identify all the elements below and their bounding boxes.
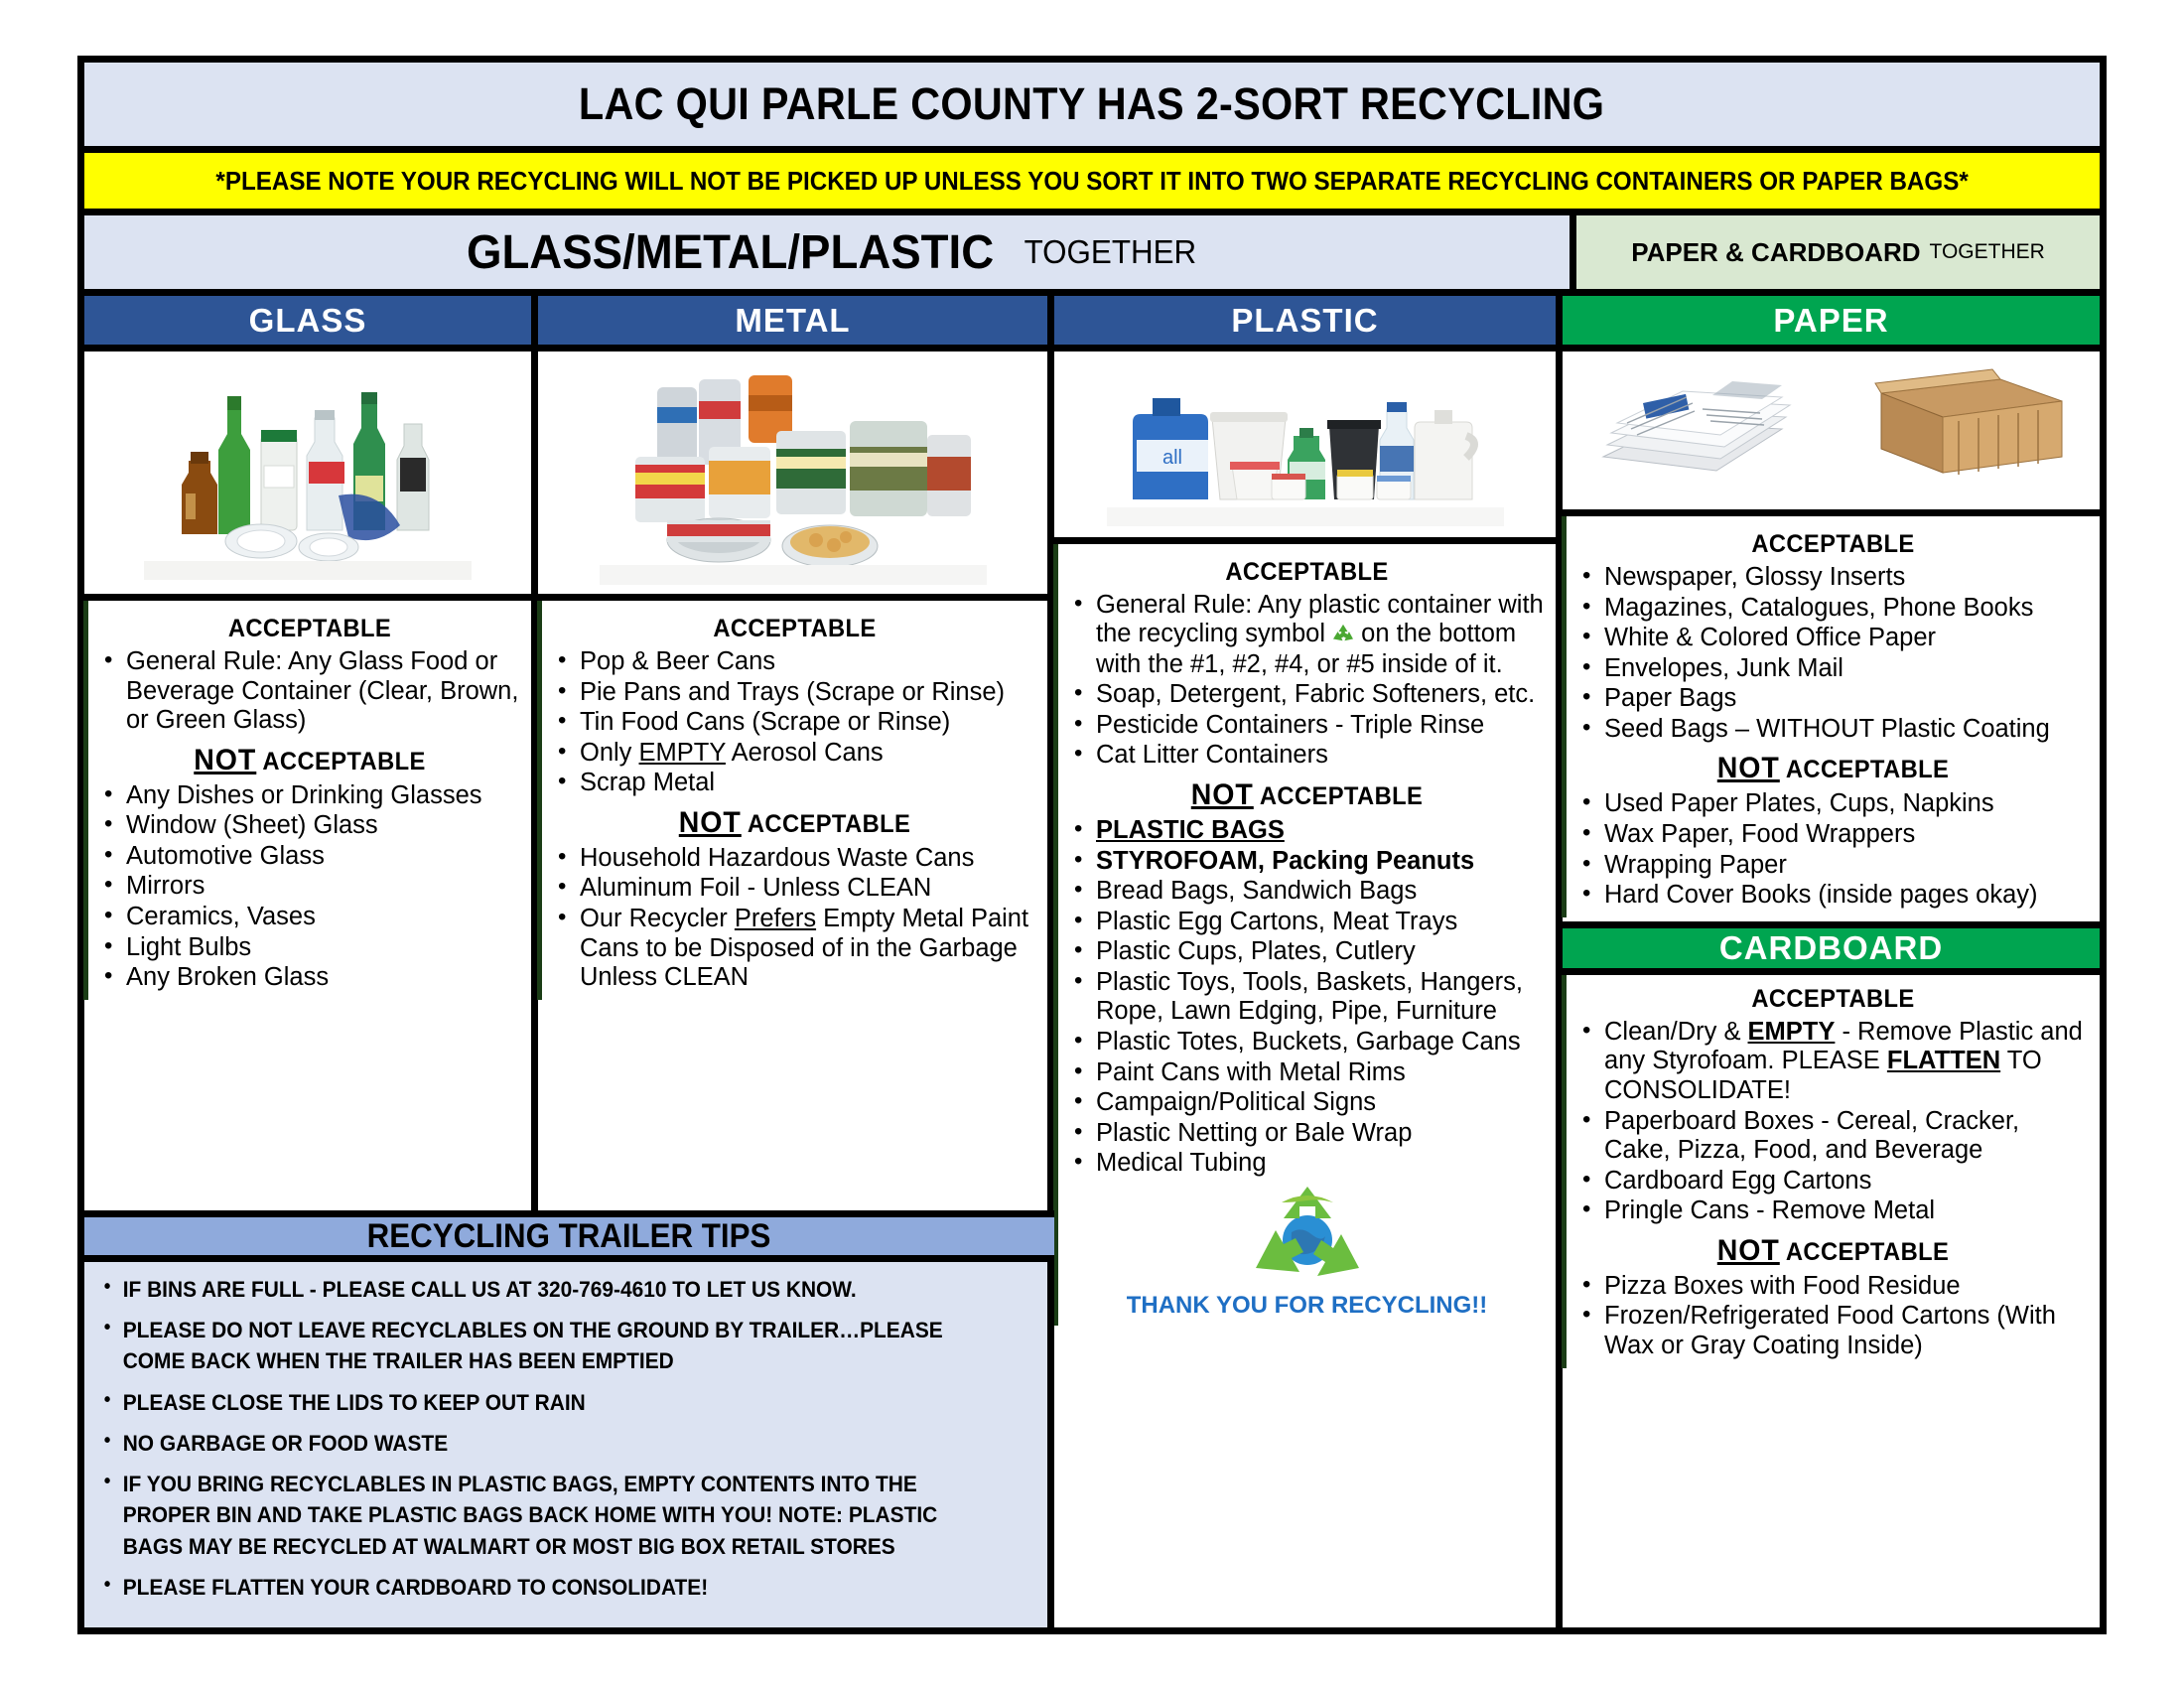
photo-metal bbox=[538, 352, 1047, 601]
category-title-metal: METAL bbox=[735, 301, 851, 339]
paper-not-acceptable-list bbox=[1574, 789, 2092, 910]
category-title-glass: GLASS bbox=[248, 301, 367, 339]
cardboard-not-acceptable-title bbox=[1587, 1234, 2079, 1268]
list-item: • Pesticide Containers - Triple Rinse bbox=[1066, 711, 1548, 741]
list-item: • Paper Bags bbox=[1574, 684, 2092, 714]
plastic-bags-emphasis: PLASTIC BAGS bbox=[1096, 815, 1285, 844]
paper-lists bbox=[1562, 516, 2100, 917]
list-item: • Cat Litter Containers bbox=[1066, 741, 1548, 771]
list-item: • General Rule: Any plastic container with the recycling symbol on the bottom with the #1, #2, #4, or #5 inside of it. bbox=[1066, 591, 1548, 679]
not-word: NOT bbox=[678, 805, 742, 839]
group-gmp-subtitle: TOGETHER bbox=[1024, 233, 1197, 270]
list-item bbox=[1066, 816, 1548, 846]
list-item: • Pop & Beer Cans bbox=[550, 647, 1039, 677]
not-word: NOT bbox=[1190, 777, 1254, 811]
list-item: • PLEASE DO NOT LEAVE RECYCLABLES ON THE GROUND BY TRAILER…PLEASE COME BACK WHEN THE TRAILER HAS BEEN EMPTIED bbox=[98, 1315, 991, 1376]
glass-lists bbox=[83, 601, 531, 1000]
glass-not-acceptable-title bbox=[107, 744, 513, 777]
list-item: • Bread Bags, Sandwich Bags bbox=[1066, 877, 1548, 907]
metal-lists bbox=[537, 601, 1047, 1000]
list-item: • Plastic Cups, Plates, Cutlery bbox=[1066, 937, 1548, 967]
list-item: • Pie Pans and Trays (Scrape or Rinse) bbox=[550, 678, 1039, 708]
group-glass-metal-plastic bbox=[84, 215, 1576, 289]
cardboard-acceptable-list bbox=[1574, 1018, 2092, 1226]
list-item: • Any Dishes or Drinking Glasses bbox=[96, 781, 523, 811]
list-item: • Used Paper Plates, Cups, Napkins bbox=[1574, 789, 2092, 819]
cardboard-not-acceptable-list bbox=[1574, 1272, 2092, 1361]
list-item bbox=[1066, 847, 1548, 877]
list-item: • Hard Cover Books (inside pages okay) bbox=[1574, 881, 2092, 911]
glass-not-acceptable-list bbox=[96, 781, 523, 993]
plastic-lists bbox=[1053, 544, 1556, 1326]
paper-acceptable-list bbox=[1574, 563, 2092, 744]
list-item: • Only EMPTY Aerosol Cans bbox=[550, 739, 1039, 769]
group-paper-cardboard bbox=[1576, 215, 2100, 289]
list-item: • Paperboard Boxes - Cereal, Cracker, Cake, Pizza, Food, and Beverage bbox=[1574, 1107, 2092, 1166]
plastic-not-acceptable-list bbox=[1066, 816, 1548, 1179]
list-item: • Envelopes, Junk Mail bbox=[1574, 654, 2092, 684]
list-item: • Paint Cans with Metal Rims bbox=[1066, 1058, 1548, 1088]
category-header-metal bbox=[538, 296, 1047, 352]
list-item: • Plastic Egg Cartons, Meat Trays bbox=[1066, 908, 1548, 937]
list-item: • Pizza Boxes with Food Residue bbox=[1574, 1272, 2092, 1302]
list-item: • Plastic Netting or Bale Wrap bbox=[1066, 1119, 1548, 1149]
list-item: • Aluminum Foil - Unless CLEAN bbox=[550, 874, 1039, 904]
list-item: • Ceramics, Vases bbox=[96, 903, 523, 932]
list-item: • PLEASE FLATTEN YOUR CARDBOARD TO CONSOLIDATE! bbox=[98, 1572, 991, 1603]
list-item: • Scrap Metal bbox=[550, 769, 1039, 798]
acceptable-word: ACCEPTABLE bbox=[1785, 1237, 1950, 1266]
plastic-not-acceptable-title bbox=[1078, 778, 1536, 812]
category-header-paper bbox=[1563, 296, 2100, 352]
list-item: • Soap, Detergent, Fabric Softeners, etc. bbox=[1066, 680, 1548, 710]
acceptable-word: ACCEPTABLE bbox=[1785, 756, 1950, 784]
metal-acceptable-title: ACCEPTABLE bbox=[713, 615, 877, 642]
cardboard-acceptable-title: ACCEPTABLE bbox=[1751, 984, 1915, 1013]
group-paper-subtitle: TOGETHER bbox=[1929, 240, 2045, 263]
list-item: • Wax Paper, Food Wrappers bbox=[1574, 820, 2092, 850]
photo-glass bbox=[84, 352, 531, 601]
glass-acceptable-title: ACCEPTABLE bbox=[227, 615, 392, 642]
recycling-poster bbox=[77, 56, 2107, 1634]
tips-title: RECYCLING TRAILER TIPS bbox=[367, 1216, 771, 1255]
cardboard-lists bbox=[1562, 975, 2100, 1368]
list-item: • Plastic Totes, Buckets, Garbage Cans bbox=[1066, 1028, 1548, 1057]
tips-body bbox=[84, 1262, 1054, 1627]
list-item: • Any Broken Glass bbox=[96, 963, 523, 993]
list-item: • Campaign/Political Signs bbox=[1066, 1088, 1548, 1118]
glass-acceptable-list bbox=[96, 647, 523, 736]
list-item: • Tin Food Cans (Scrape or Rinse) bbox=[550, 708, 1039, 738]
styrofoam-emphasis: STYROFOAM, Packing Peanuts bbox=[1096, 846, 1475, 875]
column-plastic bbox=[1054, 296, 1563, 1627]
list-item: • Window (Sheet) Glass bbox=[96, 811, 523, 841]
acceptable-word: ACCEPTABLE bbox=[747, 809, 911, 838]
tips-header bbox=[84, 1210, 1054, 1262]
list-item: • White & Colored Office Paper bbox=[1574, 624, 2092, 653]
list-item: • Cardboard Egg Cartons bbox=[1574, 1167, 2092, 1196]
list-item: • Automotive Glass bbox=[96, 842, 523, 872]
list-item: • Plastic Toys, Tools, Baskets, Hangers, Rope, Lawn Edging, Pipe, Furniture bbox=[1066, 968, 1548, 1027]
list-item: • PLEASE CLOSE THE LIDS TO KEEP OUT RAIN bbox=[98, 1387, 991, 1418]
acceptable-word: ACCEPTABLE bbox=[1259, 781, 1424, 810]
category-header-plastic bbox=[1054, 296, 1556, 352]
photo-plastic bbox=[1054, 352, 1556, 544]
metal-not-acceptable-list bbox=[550, 844, 1039, 993]
recycle-symbol-icon bbox=[1332, 622, 1354, 650]
list-item: • NO GARBAGE OR FOOD WASTE bbox=[98, 1428, 991, 1459]
group-paper-title: PAPER & CARDBOARD bbox=[1631, 236, 1921, 267]
group-gmp-title: GLASS/METAL/PLASTIC bbox=[467, 225, 995, 279]
category-header-glass bbox=[84, 296, 531, 352]
not-word: NOT bbox=[194, 743, 257, 776]
list-item: • Our Recycler Prefers Empty Metal Paint Cans to be Disposed of in the Garbage Unless CLEAN bbox=[550, 905, 1039, 993]
list-item: • IF BINS ARE FULL - PLEASE CALL US AT 320-769-4610 TO LET US KNOW. bbox=[98, 1274, 991, 1305]
not-word: NOT bbox=[1716, 752, 1780, 785]
list-item: • Wrapping Paper bbox=[1574, 851, 2092, 881]
tips-list bbox=[98, 1274, 1037, 1603]
glass-bottles-illustration bbox=[144, 366, 472, 580]
notice-banner bbox=[84, 153, 2100, 215]
recycling-trailer-tips bbox=[84, 1210, 1054, 1627]
group-header-row bbox=[84, 215, 2100, 296]
list-item: • Clean/Dry & EMPTY - Remove Plastic and any Styrofoam. PLEASE FLATTEN TO CONSOLIDATE! bbox=[1574, 1018, 2092, 1106]
paper-not-acceptable-title bbox=[1587, 752, 2079, 785]
metal-acceptable-list bbox=[550, 647, 1039, 798]
acceptable-word: ACCEPTABLE bbox=[262, 747, 426, 775]
list-item: • IF YOU BRING RECYCLABLES IN PLASTIC BAGS, EMPTY CONTENTS INTO THE PROPER BIN AND TAKE PLASTIC BAGS BACK HOME WITH YOU! NOTE: PLASTIC BAGS MAY BE RECYCLED AT WALMART OR MOST BIG BOX RETAIL STORES bbox=[98, 1469, 991, 1562]
svg-text:all: all bbox=[1161, 447, 1182, 469]
category-title-cardboard: CARDBOARD bbox=[1718, 928, 1944, 966]
list-item: • Pringle Cans - Remove Metal bbox=[1574, 1196, 2092, 1226]
list-item: • Magazines, Catalogues, Phone Books bbox=[1574, 594, 2092, 624]
newspapers-and-cardboard-illustration bbox=[1583, 361, 2080, 500]
metal-not-acceptable-title bbox=[562, 806, 1026, 840]
photo-paper-cardboard bbox=[1563, 352, 2100, 516]
poster-title-banner bbox=[84, 63, 2100, 153]
plastic-containers-illustration bbox=[1107, 362, 1504, 526]
plastic-acceptable-title: ACCEPTABLE bbox=[1225, 558, 1389, 586]
paper-acceptable-title: ACCEPTABLE bbox=[1751, 530, 1915, 558]
not-word: NOT bbox=[1716, 1233, 1780, 1267]
category-header-cardboard bbox=[1563, 921, 2100, 975]
recycling-globe-logo bbox=[1252, 1185, 1363, 1288]
page-title: LAC QUI PARLE COUNTY HAS 2-SORT RECYCLING bbox=[579, 78, 1605, 129]
list-item: • Newspaper, Glossy Inserts bbox=[1574, 563, 2092, 593]
metal-cans-illustration bbox=[600, 361, 987, 585]
notice-text: *PLEASE NOTE YOUR RECYCLING WILL NOT BE PICKED UP UNLESS YOU SORT IT INTO TWO SEPARATE RECYCLING CONTAINERS OR PAPER BAGS* bbox=[215, 165, 1969, 196]
list-item: • Household Hazardous Waste Cans bbox=[550, 844, 1039, 874]
column-paper-cardboard bbox=[1563, 296, 2100, 1627]
list-item: • Medical Tubing bbox=[1066, 1149, 1548, 1179]
plastic-acceptable-list bbox=[1066, 591, 1548, 771]
list-item: • Frozen/Refrigerated Food Cartons (With Wax or Gray Coating Inside) bbox=[1574, 1302, 2092, 1360]
list-item: • Mirrors bbox=[96, 872, 523, 902]
list-item: • General Rule: Any Glass Food or Beverage Container (Clear, Brown, or Green Glass) bbox=[96, 647, 523, 736]
category-title-plastic: PLASTIC bbox=[1231, 301, 1379, 339]
thank-you-text: THANK YOU FOR RECYCLING!! bbox=[1126, 1291, 1488, 1319]
category-title-paper: PAPER bbox=[1773, 301, 1889, 339]
list-item: • Light Bulbs bbox=[96, 933, 523, 963]
list-item: • Seed Bags – WITHOUT Plastic Coating bbox=[1574, 715, 2092, 745]
